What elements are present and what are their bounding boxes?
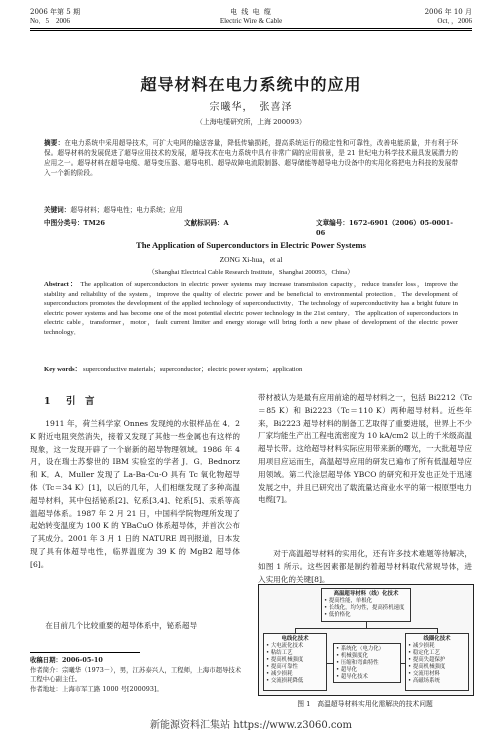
figure-left-box-title: 电线化技术 bbox=[281, 636, 309, 642]
right-paragraph-1: 带材被认为是最有应用前途的超导材料之一，包括 Bi2212（Tc＝85 K）和 Bi2223（Tc＝110 K）两种超导材料。近些年来，Bi2223 超导材料的制备工艺取得了重要进展，世界上不少厂家均能生产出工程电流密度为 10 kA/cm2 以上的千米级高温超导长带。这给超导材料实际应用带来新的曙光，一大批超导应用项目应运而生，高温超导应用的研发已遍布了所有低温超导应用领域。第二代涂层超导体 YBCO 的研究和开发也正处于迅速发展之中，并且已研究出了载流量达商业水平的第一根原型电力电缆[7]。 bbox=[258, 393, 472, 505]
abstract-cn bbox=[44, 138, 458, 178]
keywords-cn-text: 超导材料；超导电性；电力系统；应用 bbox=[70, 206, 183, 214]
left-paragraph-2: 在目前几个比较重要的超导体系中，铋系超导 bbox=[45, 621, 198, 630]
figure-right-box-item: • 稳定化工艺 bbox=[408, 650, 440, 656]
journal-name bbox=[180, 8, 322, 26]
figure-middle-box bbox=[333, 643, 401, 683]
document-code: 文献标识码：A bbox=[184, 219, 229, 227]
figure-right-box-title: 线圈化技术 bbox=[423, 636, 451, 642]
watermark: 新能源资料汇集站 https://www.z3060.com bbox=[150, 720, 352, 731]
figure-middle-box-item: • 机械强度化 bbox=[336, 653, 368, 659]
figure-top-box bbox=[321, 588, 411, 622]
keywords-cn-label: 关键词： bbox=[44, 206, 71, 214]
figure-top-box-item: • 提高性能，单根化 bbox=[324, 598, 373, 604]
article-id: 文章编号：1672-6901（2006）05-0001-06 bbox=[316, 219, 453, 237]
journal-name-cn: 电 线 电 缆 bbox=[230, 8, 272, 16]
figure-left-box-item: • 减少损耗 bbox=[266, 671, 293, 677]
keywords-en bbox=[44, 363, 458, 373]
keywords-cn bbox=[44, 205, 458, 215]
figure-top-box-item: • 长线化，均匀性，提高捞机速度 bbox=[324, 605, 405, 611]
journal-issue-en: No．5 2006 bbox=[30, 17, 71, 25]
figure-middle-box-item: • 系统化（电力化） bbox=[336, 646, 385, 652]
figure-left-box-item: • 提高可靠性 bbox=[266, 664, 298, 670]
figure-right-box bbox=[405, 633, 469, 691]
english-title: The Application of Superconductors in Electric Power Systems bbox=[135, 240, 367, 250]
paper-affiliation: （上海电缆研究所，上海 200093） bbox=[196, 118, 306, 126]
english-authors: ZONG Xi-hua，et al bbox=[219, 255, 283, 264]
figure-right-box-item: • 提高失超保护 bbox=[408, 657, 446, 663]
section-title: 引 言 bbox=[65, 396, 95, 407]
section-number: 1 bbox=[44, 396, 51, 407]
paper-title: 超导材料在电力系统中的应用 bbox=[140, 75, 362, 94]
abstract-en-label: Abstract： bbox=[44, 281, 78, 288]
figure-top-box-item: • 低价格化 bbox=[324, 612, 351, 618]
section-heading bbox=[44, 393, 94, 407]
figure-left-box bbox=[263, 633, 327, 691]
figure-right-box-item: • 高磁场系统 bbox=[408, 678, 440, 684]
abstract-cn-text: 在电力系统中采用超导技术，可扩大电网的输送容量，降低传输损耗，提高系统运行的稳定性和可靠性，改善电能质量，并有利于环保。超导材料的发展促进了超导应用技术的发展，超导技术在电力系统中具有非常广阔的应用前景，是 21 世纪电力科学技术最具发展潜力的应用之一。超导材料在超导电缆、超导变压器、超导电机、超导故障电流限制器、超导储能等超导电力设备中的实用化将把电力科技的发展带入一个新的阶段。 bbox=[44, 139, 459, 177]
figure-caption: 图 1 高温超导材料实用化需解决的技术问题 bbox=[297, 700, 433, 708]
keywords-en-label: Key words： bbox=[44, 366, 82, 373]
journal-issue bbox=[30, 8, 80, 26]
journal-issue-cn: 2006 年第 5 期 bbox=[30, 8, 80, 16]
footnote-author-bio: 作者简介：宗曦华（1973－），男，江苏泰兴人，工程师，上海市超导技术工程中心副主任。 bbox=[30, 665, 242, 684]
figure-left-box-item: • 大电流化技术 bbox=[266, 643, 304, 649]
figure-1 bbox=[258, 584, 474, 696]
paper-authors: 宗曦华， 张喜泽 bbox=[209, 102, 293, 113]
footnote-received: 收稿日期：2006-05-10 bbox=[30, 656, 103, 664]
abstract-en bbox=[44, 280, 458, 338]
figure-right-box-item: • 交流用材料 bbox=[408, 671, 440, 677]
figure-left-box-item: • 粘结工艺 bbox=[266, 650, 293, 656]
footnote bbox=[30, 656, 242, 694]
journal-name-en: Electric Wire & Cable bbox=[219, 17, 283, 25]
figure-connector bbox=[327, 663, 333, 664]
figure-middle-box-item: • 超导化技术 bbox=[336, 674, 368, 680]
figure-right-box-item: • 减少损耗 bbox=[408, 643, 435, 649]
footnote-rule bbox=[30, 652, 140, 653]
left-paragraph-1: 1911 年，荷兰科学家 Onnes 发现纯的水银样品在 4．2 K 附近电阻突然消失，接着又发现了其他一些金属也有这样的现象，这一发现开辟了一个崭新的超导物理领域。1986 年 4 月，设在瑞士苏黎世的 IBM 实验室的学者 J．G．Bednorz 和 K．A．Muller 发现了 La-Ba-Cu-O 具有 Tc 氧化物超导体（Tc＝34 K）[1]，以后的几年，人们相继发现了多种高温超导材料，其中包括铋系[2]、钇系[3,4]、铊系[5]、汞系等高温超导体系。1987 年 2 月 21 日，中国科学院物理所发现了起始转变温度为 100 K 的 YBaCuO 体系超导体，并首次公布了其成分。2001 年 3 月 1 日的 NATURE 周刊报道，日本发现了具有体超导电性，临界温度为 39 K 的 MgB2 超导体[6]。 bbox=[30, 419, 240, 569]
figure-left-box-item: • 交流损耗降低 bbox=[266, 678, 304, 684]
figure-left-box-item: • 提高机械强度 bbox=[266, 657, 304, 663]
header-rule-thin bbox=[30, 30, 472, 31]
figure-right-box-item: • 提高机械强度 bbox=[408, 664, 446, 670]
journal-date-en: Oct．，2006 bbox=[437, 17, 472, 25]
header-rule bbox=[30, 28, 472, 29]
keywords-en-text: superconductive materials；superconductor；electric power system；application bbox=[83, 366, 303, 373]
figure-top-box-title: 高温超导材料（线）化技术 bbox=[333, 591, 399, 597]
english-affiliation: （Shanghai Electrical Cable Research Institute，Shanghai 200093，China） bbox=[148, 269, 354, 276]
journal-date bbox=[425, 8, 472, 26]
abstract-en-text: The application of superconductors in electric power systems may increase transmission capacity，reduce transfer loss，improve the stability and reliability of the system，improve the quality of electric power and be beneficial to environmental protection．The development of superconductors promotes the development of the applied technology of superconductivity．The technology of superconductivity has a bright future in electric power systems and has become one of the most potential electric power technology in the 21st century．The application of superconductors in electric cable，transformer，motor，fault current limiter and energy storage will bring forth a new phase of development of the electric power technology． bbox=[44, 281, 458, 336]
figure-middle-box-item: • 压缩和弯曲特性 bbox=[336, 660, 379, 666]
journal-date-cn: 2006 年 10 月 bbox=[424, 8, 472, 16]
clc-number: 中图分类号：TM26 bbox=[44, 219, 105, 227]
right-paragraph-2: 对于高温超导材料的实用化，还有许多技术难题等待解决，如图 1 所示。这些因素都是制约着超导材料取代常规导体，进入实用化的关键[8]。 bbox=[258, 549, 472, 584]
figure-middle-box-item: • 超导化 bbox=[336, 667, 358, 673]
abstract-cn-label: 摘要： bbox=[44, 139, 65, 147]
figure-connector-horizontal bbox=[295, 628, 437, 629]
footnote-address: 作者地址：上海市军工路 1000 号[200093]。 bbox=[30, 684, 163, 693]
